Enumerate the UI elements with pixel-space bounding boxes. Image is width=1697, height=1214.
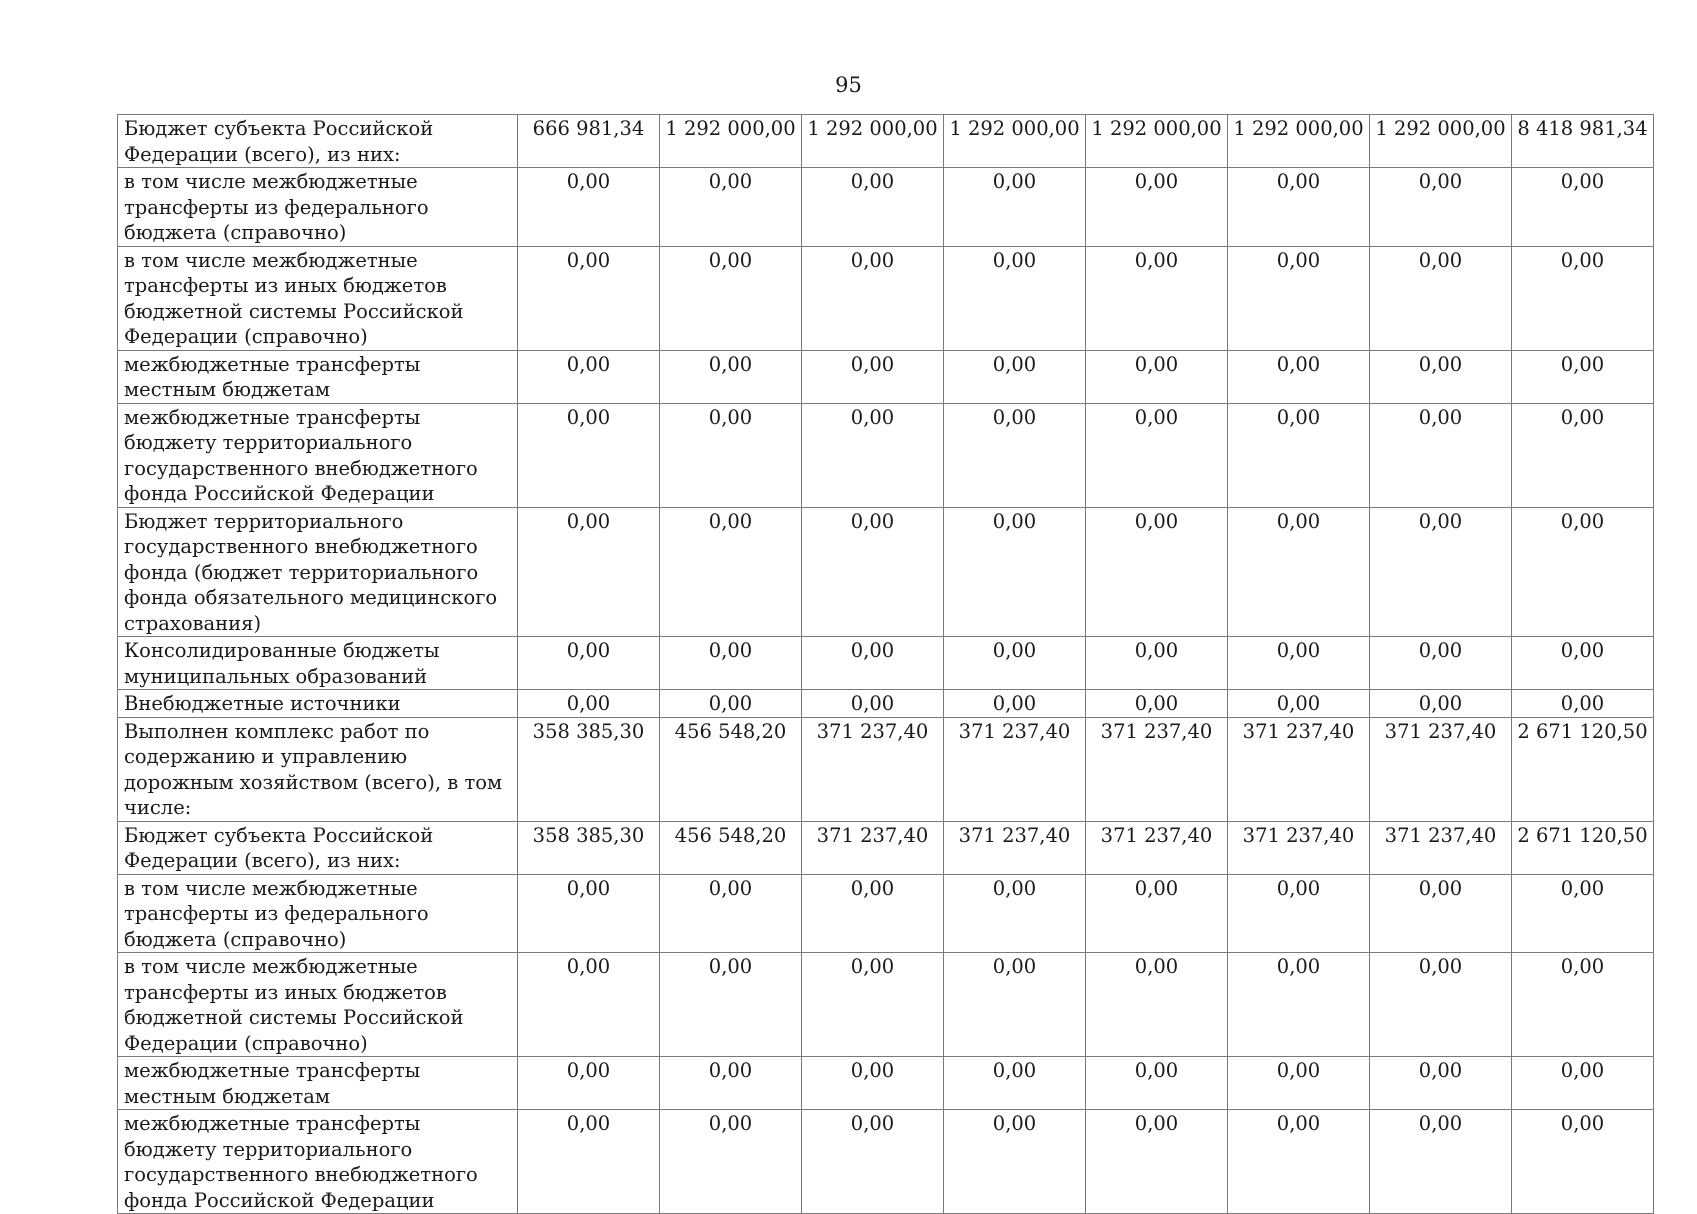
value-cell: 0,00 <box>944 637 1086 690</box>
value-cell: 0,00 <box>944 1057 1086 1110</box>
value-cell: 0,00 <box>660 350 802 403</box>
value-cell: 0,00 <box>518 1057 660 1110</box>
value-cell: 1 292 000,00 <box>1370 115 1512 168</box>
value-cell: 0,00 <box>1370 1057 1512 1110</box>
row-label: Выполнен комплекс работ по содержанию и управлению дорожным хозяйством (всего), в том числе: <box>118 717 518 821</box>
total-cell: 0,00 <box>1512 690 1654 718</box>
value-cell: 666 981,34 <box>518 115 660 168</box>
value-cell: 371 237,40 <box>1086 821 1228 874</box>
row-label: в том числе межбюджетные трансферты из федерального бюджета (справочно) <box>118 168 518 247</box>
value-cell: 0,00 <box>660 168 802 247</box>
value-cell: 0,00 <box>1086 350 1228 403</box>
total-cell: 0,00 <box>1512 168 1654 247</box>
value-cell: 371 237,40 <box>1370 717 1512 821</box>
value-cell: 0,00 <box>1228 690 1370 718</box>
value-cell: 0,00 <box>1086 1110 1228 1214</box>
value-cell: 371 237,40 <box>1228 821 1370 874</box>
table-row <box>118 115 1654 168</box>
value-cell: 358 385,30 <box>518 821 660 874</box>
value-cell: 371 237,40 <box>944 821 1086 874</box>
value-cell: 0,00 <box>1228 637 1370 690</box>
total-cell: 0,00 <box>1512 874 1654 953</box>
table-row <box>118 168 1654 247</box>
row-label: Бюджет территориального государственного внебюджетного фонда (бюджет территориального фонда обязательного медицинского страхования) <box>118 507 518 637</box>
value-cell: 0,00 <box>802 874 944 953</box>
row-label: Внебюджетные источники <box>118 690 518 718</box>
value-cell: 0,00 <box>1228 874 1370 953</box>
row-label: в том числе межбюджетные трансферты из иных бюджетов бюджетной системы Российской Федерации (справочно) <box>118 246 518 350</box>
value-cell: 1 292 000,00 <box>1228 115 1370 168</box>
table-row <box>118 1057 1654 1110</box>
value-cell: 0,00 <box>1370 690 1512 718</box>
value-cell: 0,00 <box>802 168 944 247</box>
value-cell: 371 237,40 <box>802 717 944 821</box>
value-cell: 0,00 <box>1228 168 1370 247</box>
value-cell: 0,00 <box>802 350 944 403</box>
value-cell: 0,00 <box>1086 246 1228 350</box>
value-cell: 0,00 <box>518 246 660 350</box>
value-cell: 358 385,30 <box>518 717 660 821</box>
value-cell: 0,00 <box>518 168 660 247</box>
table-row <box>118 637 1654 690</box>
value-cell: 0,00 <box>1228 246 1370 350</box>
table-row <box>118 717 1654 821</box>
row-label: межбюджетные трансферты бюджету территориального государственного внебюджетного фонда Российской Федерации <box>118 1110 518 1214</box>
value-cell: 0,00 <box>1370 953 1512 1057</box>
value-cell: 0,00 <box>944 168 1086 247</box>
value-cell: 0,00 <box>660 1057 802 1110</box>
value-cell: 0,00 <box>660 507 802 637</box>
table-row <box>118 403 1654 507</box>
value-cell: 0,00 <box>1086 168 1228 247</box>
budget-table-body <box>118 115 1654 1214</box>
value-cell: 0,00 <box>518 403 660 507</box>
value-cell: 0,00 <box>1086 690 1228 718</box>
value-cell: 0,00 <box>1086 953 1228 1057</box>
value-cell: 0,00 <box>1086 403 1228 507</box>
value-cell: 0,00 <box>1228 1110 1370 1214</box>
row-label: межбюджетные трансферты местным бюджетам <box>118 1057 518 1110</box>
value-cell: 371 237,40 <box>944 717 1086 821</box>
total-cell: 0,00 <box>1512 1057 1654 1110</box>
row-label: Бюджет субъекта Российской Федерации (всего), из них: <box>118 821 518 874</box>
value-cell: 0,00 <box>944 953 1086 1057</box>
value-cell: 0,00 <box>802 690 944 718</box>
row-label: в том числе межбюджетные трансферты из иных бюджетов бюджетной системы Российской Федерации (справочно) <box>118 953 518 1057</box>
value-cell: 456 548,20 <box>660 821 802 874</box>
total-cell: 8 418 981,34 <box>1512 115 1654 168</box>
value-cell: 0,00 <box>1228 953 1370 1057</box>
table-row <box>118 821 1654 874</box>
total-cell: 2 671 120,50 <box>1512 717 1654 821</box>
value-cell: 0,00 <box>944 246 1086 350</box>
value-cell: 0,00 <box>518 874 660 953</box>
table-row <box>118 507 1654 637</box>
value-cell: 0,00 <box>944 507 1086 637</box>
value-cell: 0,00 <box>518 953 660 1057</box>
table-row <box>118 690 1654 718</box>
value-cell: 0,00 <box>1086 637 1228 690</box>
value-cell: 0,00 <box>1228 1057 1370 1110</box>
total-cell: 2 671 120,50 <box>1512 821 1654 874</box>
value-cell: 0,00 <box>1086 507 1228 637</box>
value-cell: 0,00 <box>518 1110 660 1214</box>
value-cell: 371 237,40 <box>1370 821 1512 874</box>
value-cell: 0,00 <box>1370 168 1512 247</box>
row-label: Бюджет субъекта Российской Федерации (всего), из них: <box>118 115 518 168</box>
value-cell: 0,00 <box>1370 874 1512 953</box>
row-label: межбюджетные трансферты местным бюджетам <box>118 350 518 403</box>
value-cell: 0,00 <box>1370 403 1512 507</box>
value-cell: 1 292 000,00 <box>944 115 1086 168</box>
value-cell: 0,00 <box>1370 350 1512 403</box>
value-cell: 1 292 000,00 <box>660 115 802 168</box>
value-cell: 0,00 <box>1086 1057 1228 1110</box>
value-cell: 0,00 <box>518 690 660 718</box>
table-row <box>118 1110 1654 1214</box>
table-row <box>118 350 1654 403</box>
value-cell: 0,00 <box>660 246 802 350</box>
value-cell: 0,00 <box>1228 403 1370 507</box>
value-cell: 0,00 <box>1228 507 1370 637</box>
value-cell: 0,00 <box>660 690 802 718</box>
value-cell: 0,00 <box>1228 350 1370 403</box>
budget-table <box>117 114 1654 1214</box>
value-cell: 1 292 000,00 <box>802 115 944 168</box>
total-cell: 0,00 <box>1512 350 1654 403</box>
row-label: межбюджетные трансферты бюджету территориального государственного внебюджетного фонда Российской Федерации <box>118 403 518 507</box>
value-cell: 0,00 <box>660 1110 802 1214</box>
value-cell: 371 237,40 <box>802 821 944 874</box>
value-cell: 371 237,40 <box>1228 717 1370 821</box>
total-cell: 0,00 <box>1512 637 1654 690</box>
value-cell: 0,00 <box>944 1110 1086 1214</box>
value-cell: 0,00 <box>518 637 660 690</box>
value-cell: 0,00 <box>660 637 802 690</box>
value-cell: 0,00 <box>802 1110 944 1214</box>
value-cell: 0,00 <box>802 637 944 690</box>
total-cell: 0,00 <box>1512 403 1654 507</box>
value-cell: 0,00 <box>1370 507 1512 637</box>
value-cell: 1 292 000,00 <box>1086 115 1228 168</box>
value-cell: 0,00 <box>660 874 802 953</box>
row-label: Консолидированные бюджеты муниципальных образований <box>118 637 518 690</box>
value-cell: 371 237,40 <box>1086 717 1228 821</box>
table-row <box>118 246 1654 350</box>
value-cell: 0,00 <box>518 507 660 637</box>
value-cell: 0,00 <box>660 403 802 507</box>
value-cell: 0,00 <box>802 246 944 350</box>
value-cell: 0,00 <box>944 403 1086 507</box>
value-cell: 0,00 <box>518 350 660 403</box>
value-cell: 0,00 <box>944 350 1086 403</box>
value-cell: 0,00 <box>1370 1110 1512 1214</box>
table-row <box>118 874 1654 953</box>
value-cell: 0,00 <box>944 874 1086 953</box>
value-cell: 456 548,20 <box>660 717 802 821</box>
value-cell: 0,00 <box>944 690 1086 718</box>
total-cell: 0,00 <box>1512 953 1654 1057</box>
total-cell: 0,00 <box>1512 246 1654 350</box>
value-cell: 0,00 <box>660 953 802 1057</box>
value-cell: 0,00 <box>1370 637 1512 690</box>
row-label: в том числе межбюджетные трансферты из федерального бюджета (справочно) <box>118 874 518 953</box>
value-cell: 0,00 <box>1370 246 1512 350</box>
total-cell: 0,00 <box>1512 507 1654 637</box>
table-row <box>118 953 1654 1057</box>
value-cell: 0,00 <box>802 1057 944 1110</box>
page-number: 95 <box>835 73 862 97</box>
value-cell: 0,00 <box>802 403 944 507</box>
total-cell: 0,00 <box>1512 1110 1654 1214</box>
value-cell: 0,00 <box>1086 874 1228 953</box>
value-cell: 0,00 <box>802 953 944 1057</box>
value-cell: 0,00 <box>802 507 944 637</box>
